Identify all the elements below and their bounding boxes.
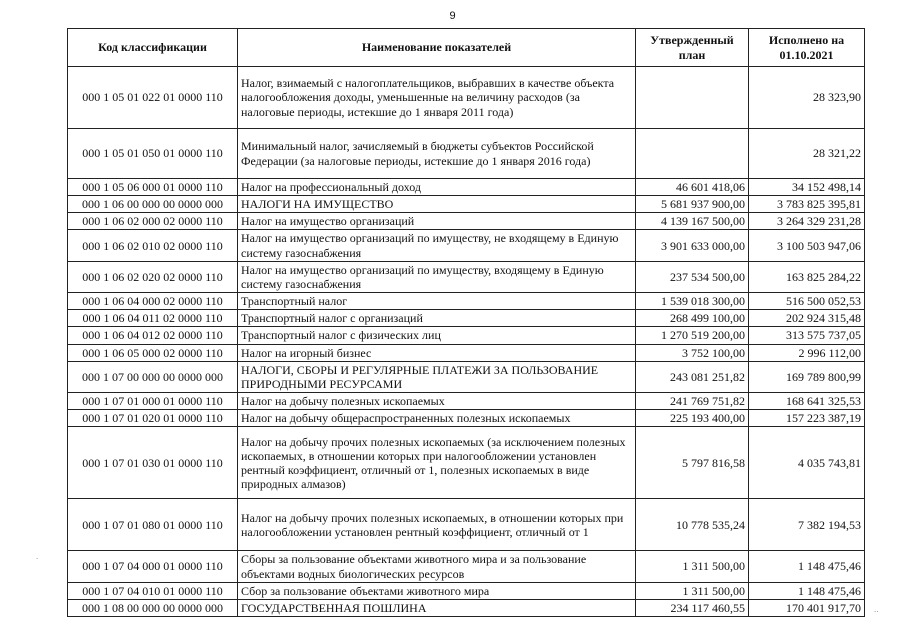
header-done: Исполнено на 01.10.2021 bbox=[749, 29, 865, 67]
cell-done: 516 500 052,53 bbox=[749, 293, 865, 310]
cell-plan: 225 193 400,00 bbox=[636, 410, 749, 427]
cell-plan: 243 081 251,82 bbox=[636, 361, 749, 392]
cell-name: Налог, взимаемый с налогоплательщиков, выбравших в качестве объекта налогообложения доходы, уменьшенные на величину расходов (за налоговые периоды, истекшие до 1 января 2011 года) bbox=[238, 67, 636, 129]
cell-done: 2 996 112,00 bbox=[749, 344, 865, 361]
header-name: Наименование показателей bbox=[238, 29, 636, 67]
cell-name: ГОСУДАРСТВЕННАЯ ПОШЛИНА bbox=[238, 599, 636, 616]
cell-done: 28 323,90 bbox=[749, 67, 865, 129]
table-body bbox=[68, 67, 865, 617]
table-header-row bbox=[68, 29, 865, 67]
cell-name: Сборы за пользование объектами животного мира и за пользование объектами водных биологических ресурсов bbox=[238, 551, 636, 582]
table-row bbox=[68, 327, 865, 344]
cell-code: 000 1 06 05 000 02 0000 110 bbox=[68, 344, 238, 361]
table-row bbox=[68, 599, 865, 616]
cell-code: 000 1 06 02 020 02 0000 110 bbox=[68, 261, 238, 292]
table-row bbox=[68, 582, 865, 599]
cell-code: 000 1 06 04 011 02 0000 110 bbox=[68, 310, 238, 327]
cell-name: НАЛОГИ, СБОРЫ И РЕГУЛЯРНЫЕ ПЛАТЕЖИ ЗА ПОЛЬЗОВАНИЕ ПРИРОДНЫМИ РЕСУРСАМИ bbox=[238, 361, 636, 392]
cell-code: 000 1 07 01 020 01 0000 110 bbox=[68, 410, 238, 427]
cell-name: Минимальный налог, зачисляемый в бюджеты субъектов Российской Федерации (за налоговые периоды, истекшие до 1 января 2016 года) bbox=[238, 129, 636, 179]
cell-name: Налог на имущество организаций bbox=[238, 213, 636, 230]
table-row bbox=[68, 344, 865, 361]
cell-name: Налог на добычу общераспространенных полезных ископаемых bbox=[238, 410, 636, 427]
table-row bbox=[68, 551, 865, 582]
header-plan: Утвержденный план bbox=[636, 29, 749, 67]
cell-name: Налог на добычу полезных ископаемых bbox=[238, 393, 636, 410]
cell-done: 7 382 194,53 bbox=[749, 499, 865, 551]
table-row bbox=[68, 230, 865, 261]
cell-done: 168 641 325,53 bbox=[749, 393, 865, 410]
cell-name: Сбор за пользование объектами животного мира bbox=[238, 582, 636, 599]
cell-name: Транспортный налог с организаций bbox=[238, 310, 636, 327]
cell-plan: 5 797 816,58 bbox=[636, 427, 749, 499]
cell-plan: 268 499 100,00 bbox=[636, 310, 749, 327]
cell-name: Налог на имущество организаций по имуществу, входящему в Единую систему газоснабжения bbox=[238, 261, 636, 292]
cell-plan: 237 534 500,00 bbox=[636, 261, 749, 292]
cell-plan: 4 139 167 500,00 bbox=[636, 213, 749, 230]
table-row bbox=[68, 261, 865, 292]
cell-code: 000 1 06 00 000 00 0000 000 bbox=[68, 196, 238, 213]
cell-plan: 3 901 633 000,00 bbox=[636, 230, 749, 261]
cell-done: 163 825 284,22 bbox=[749, 261, 865, 292]
cell-code: 000 1 07 04 000 01 0000 110 bbox=[68, 551, 238, 582]
cell-code: 000 1 06 02 000 02 0000 110 bbox=[68, 213, 238, 230]
cell-code: 000 1 05 06 000 01 0000 110 bbox=[68, 179, 238, 196]
revenue-table bbox=[67, 28, 865, 617]
page-number: 9 bbox=[449, 10, 456, 22]
cell-plan bbox=[636, 67, 749, 129]
cell-name: Налог на игорный бизнес bbox=[238, 344, 636, 361]
cell-done: 202 924 315,48 bbox=[749, 310, 865, 327]
table-row bbox=[68, 361, 865, 392]
table-row bbox=[68, 196, 865, 213]
cell-plan: 1 311 500,00 bbox=[636, 551, 749, 582]
cell-name: Налог на добычу прочих полезных ископаемых, в отношении которых при налогообложении установлен рентный коэффициент, отличный от 1 bbox=[238, 499, 636, 551]
header-code: Код классификации bbox=[68, 29, 238, 67]
cell-plan: 5 681 937 900,00 bbox=[636, 196, 749, 213]
cell-name: Транспортный налог с физических лиц bbox=[238, 327, 636, 344]
cell-plan: 234 117 460,55 bbox=[636, 599, 749, 616]
table-row bbox=[68, 427, 865, 499]
cell-done: 169 789 800,99 bbox=[749, 361, 865, 392]
table-row bbox=[68, 67, 865, 129]
table-row bbox=[68, 393, 865, 410]
cell-done: 3 100 503 947,06 bbox=[749, 230, 865, 261]
cell-done: 34 152 498,14 bbox=[749, 179, 865, 196]
cell-done: 170 401 917,70 bbox=[749, 599, 865, 616]
table-row bbox=[68, 213, 865, 230]
cell-plan: 46 601 418,06 bbox=[636, 179, 749, 196]
cell-code: 000 1 07 00 000 00 0000 000 bbox=[68, 361, 238, 392]
cell-plan: 3 752 100,00 bbox=[636, 344, 749, 361]
cell-done: 3 783 825 395,81 bbox=[749, 196, 865, 213]
cell-code: 000 1 05 01 050 01 0000 110 bbox=[68, 129, 238, 179]
cell-code: 000 1 07 04 010 01 0000 110 bbox=[68, 582, 238, 599]
cell-code: 000 1 08 00 000 00 0000 000 bbox=[68, 599, 238, 616]
cell-code: 000 1 06 02 010 02 0000 110 bbox=[68, 230, 238, 261]
cell-name: Транспортный налог bbox=[238, 293, 636, 310]
cell-done: 1 148 475,46 bbox=[749, 551, 865, 582]
cell-code: 000 1 06 04 012 02 0000 110 bbox=[68, 327, 238, 344]
cell-plan: 1 539 018 300,00 bbox=[636, 293, 749, 310]
cell-code: 000 1 06 04 000 02 0000 110 bbox=[68, 293, 238, 310]
table-row bbox=[68, 410, 865, 427]
cell-code: 000 1 07 01 000 01 0000 110 bbox=[68, 393, 238, 410]
cell-name: НАЛОГИ НА ИМУЩЕСТВО bbox=[238, 196, 636, 213]
cell-name: Налог на имущество организаций по имуществу, не входящему в Единую систему газоснабжения bbox=[238, 230, 636, 261]
cell-plan: 10 778 535,24 bbox=[636, 499, 749, 551]
cell-plan: 1 270 519 200,00 bbox=[636, 327, 749, 344]
cell-code: 000 1 05 01 022 01 0000 110 bbox=[68, 67, 238, 129]
cell-code: 000 1 07 01 030 01 0000 110 bbox=[68, 427, 238, 499]
table-row bbox=[68, 293, 865, 310]
cell-done: 3 264 329 231,28 bbox=[749, 213, 865, 230]
scan-mark: .. bbox=[874, 605, 879, 614]
cell-plan: 1 311 500,00 bbox=[636, 582, 749, 599]
table-row bbox=[68, 129, 865, 179]
table-row bbox=[68, 499, 865, 551]
cell-code: 000 1 07 01 080 01 0000 110 bbox=[68, 499, 238, 551]
cell-done: 313 575 737,05 bbox=[749, 327, 865, 344]
table-row bbox=[68, 310, 865, 327]
table-row bbox=[68, 179, 865, 196]
cell-plan: 241 769 751,82 bbox=[636, 393, 749, 410]
cell-done: 28 321,22 bbox=[749, 129, 865, 179]
cell-done: 157 223 387,19 bbox=[749, 410, 865, 427]
cell-done: 1 148 475,46 bbox=[749, 582, 865, 599]
cell-plan bbox=[636, 129, 749, 179]
cell-name: Налог на добычу прочих полезных ископаемых (за исключением полезных ископаемых, в отношении которых при налогообложении установлен рентный коэффициент, отличный от 1, полезных ископаемых в виде природных алмазов) bbox=[238, 427, 636, 499]
cell-done: 4 035 743,81 bbox=[749, 427, 865, 499]
cell-name: Налог на профессиональный доход bbox=[238, 179, 636, 196]
scan-dot: . bbox=[36, 552, 39, 561]
